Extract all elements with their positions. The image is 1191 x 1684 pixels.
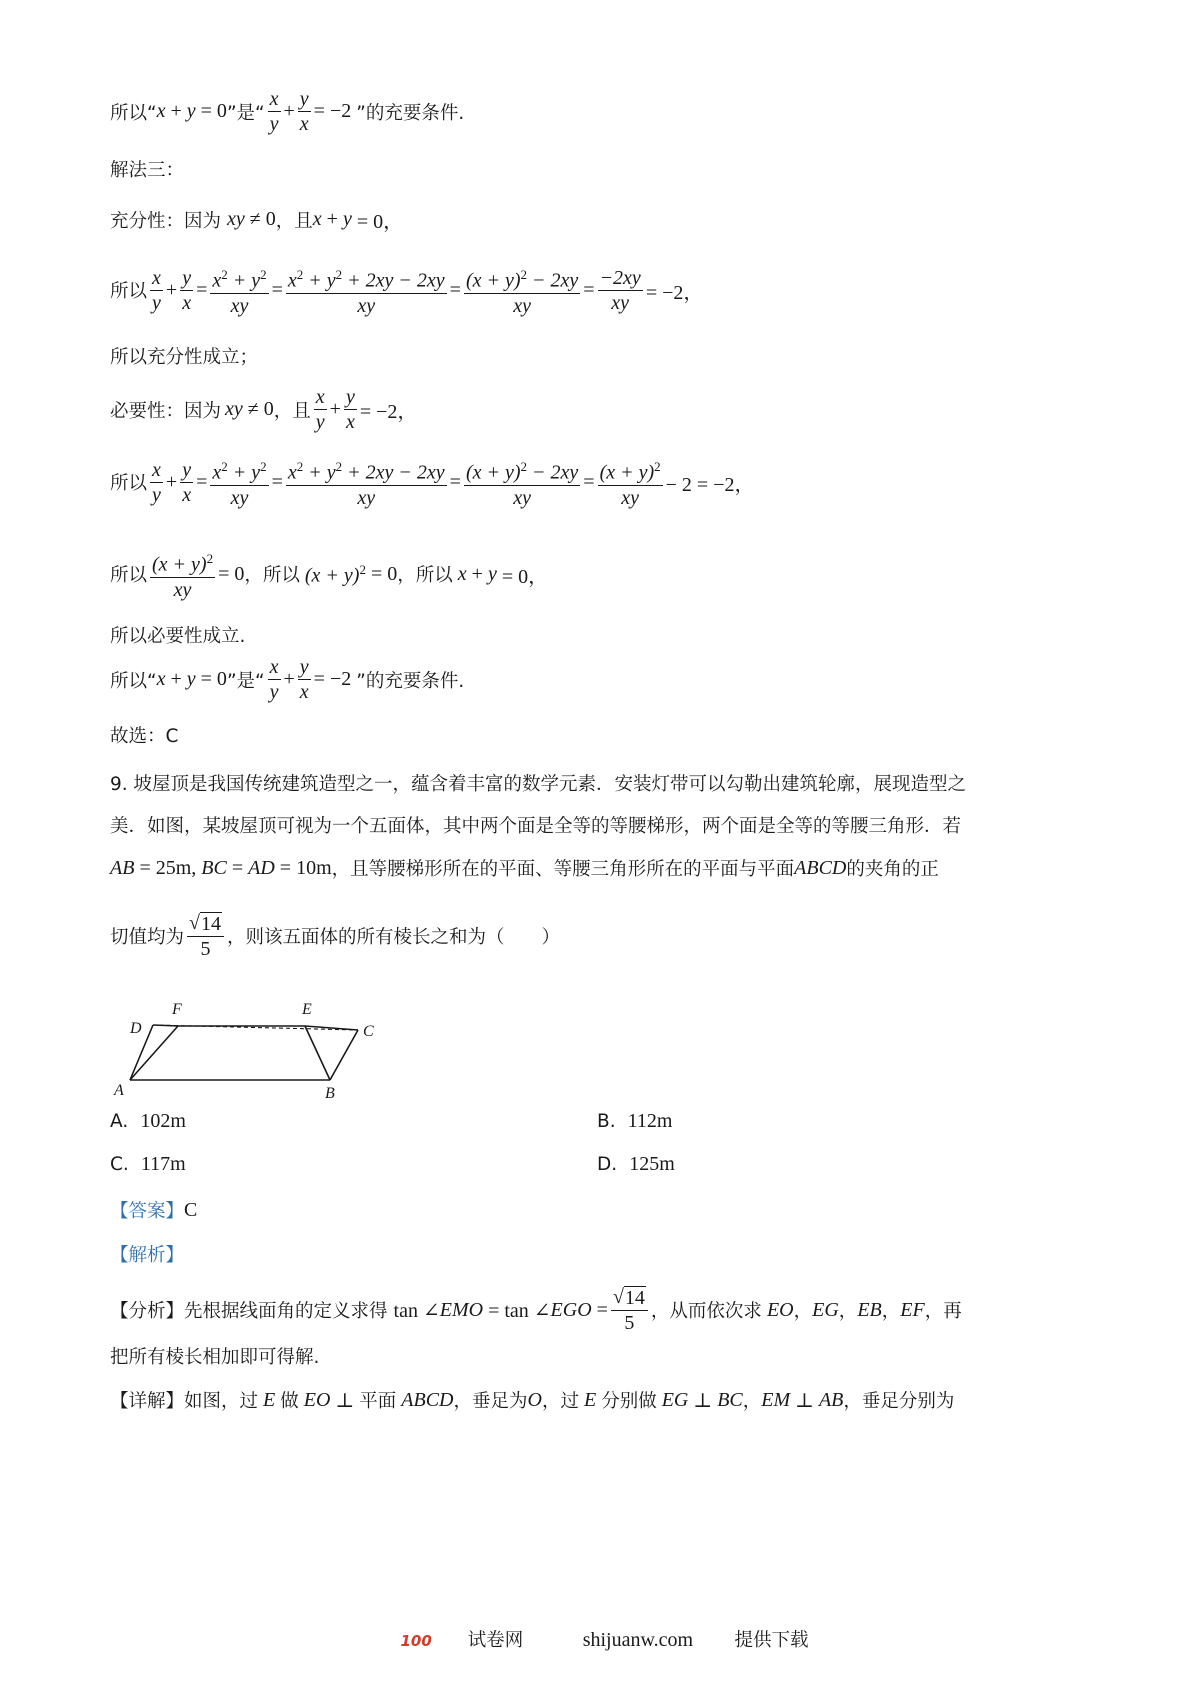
fraction: [464, 456, 580, 509]
text: ，垂足分别为: [843, 1391, 955, 1412]
text: AB: [110, 856, 135, 879]
text: EO: [761, 1298, 794, 1321]
sufficiency-holds: 所以充分性成立；: [110, 347, 259, 368]
text: = 0: [195, 100, 227, 122]
conclusion-line-1: [110, 88, 464, 135]
text: 所以: [110, 565, 148, 587]
text: +: [283, 668, 295, 690]
text: ，且: [275, 210, 313, 232]
text: +: [466, 562, 488, 585]
text: ，过: [541, 1391, 579, 1412]
num: y: [299, 656, 309, 678]
text: = −2，: [359, 401, 418, 423]
text: y: [487, 562, 497, 585]
text: O: [527, 1388, 542, 1411]
text: ，且: [273, 400, 311, 422]
text: 112m: [627, 1110, 673, 1132]
den: xy: [513, 294, 531, 317]
den: x: [299, 113, 309, 135]
label-e: E: [302, 1001, 312, 1018]
option-b[interactable]: [597, 1110, 673, 1133]
text: =: [449, 470, 461, 493]
text: = −2: [313, 100, 357, 122]
text: y: [186, 668, 196, 690]
text: = −2: [313, 668, 357, 690]
text: $(x + y)^2$: [299, 561, 366, 587]
detail-line: [110, 1387, 954, 1413]
text: = 0: [195, 668, 227, 690]
den: y: [269, 113, 279, 135]
necessity-line: [110, 386, 417, 433]
footer-brand: [382, 1631, 541, 1651]
derivation-line-1: [110, 264, 703, 317]
text: x: [312, 208, 322, 230]
text: B.: [597, 1111, 616, 1132]
sufficiency-line: [110, 205, 403, 234]
text: BC: [717, 1388, 743, 1411]
label-b: B: [325, 1085, 335, 1100]
text: 所以: [110, 281, 148, 303]
question-9-line-4: [110, 912, 560, 960]
derivation-line-3: [110, 548, 548, 601]
num: [611, 1286, 648, 1311]
text: E: [578, 1388, 602, 1411]
label-a: A: [114, 1082, 124, 1099]
text: ≠ 0: [244, 208, 276, 230]
text: ”的充要条件.: [356, 102, 465, 124]
fraction: [268, 88, 281, 135]
text: +: [283, 100, 295, 122]
text: = −2，: [645, 281, 704, 304]
num: $(x + y)^2 - 2xy$: [464, 456, 580, 486]
text: ”的充要条件.: [356, 670, 465, 692]
text: 先根据线面角的定义求得: [184, 1301, 388, 1322]
den: x: [182, 483, 192, 506]
den: x: [182, 291, 192, 314]
text: ，所以: [397, 565, 453, 587]
text: 所以“: [110, 102, 157, 124]
text: ，从而依次求: [650, 1301, 762, 1322]
answer-tag: 【答案】: [110, 1201, 185, 1222]
num: x: [269, 656, 279, 678]
text: ，垂足为: [453, 1391, 528, 1412]
text: = 25m,: [134, 856, 202, 879]
num: −2xy: [599, 266, 641, 289]
fraction: [180, 267, 193, 314]
label-f: F: [172, 1001, 182, 1018]
fraction: [298, 88, 311, 135]
text: ABCD: [396, 1388, 454, 1411]
text: +: [165, 668, 187, 690]
text: EGO: [550, 1298, 592, 1321]
num: [187, 912, 224, 937]
text: ⊥: [330, 1389, 360, 1412]
fraction: [286, 456, 447, 509]
text: EB: [857, 1298, 882, 1321]
fenxi-line-2: 把所有棱长相加即可得解.: [110, 1347, 320, 1368]
den: x: [299, 681, 309, 703]
fraction: [210, 264, 268, 317]
option-c[interactable]: [110, 1153, 186, 1176]
den: xy: [230, 294, 249, 317]
num: $(x + y)^2$: [598, 456, 663, 486]
text: EMO: [439, 1298, 484, 1321]
option-a[interactable]: [110, 1110, 186, 1133]
necessity-holds: 所以必要性成立.: [110, 626, 246, 647]
text: 102m: [140, 1110, 186, 1132]
fraction: [314, 386, 327, 433]
fraction: [598, 456, 663, 509]
text: 所以“: [110, 670, 157, 692]
fraction: [150, 548, 215, 601]
text: 【分析】: [110, 1301, 185, 1322]
text: = 0，: [496, 565, 549, 588]
num: $x^2 + y^2$: [210, 456, 268, 486]
text: ≠ 0: [242, 398, 274, 420]
text: 试卷网: [467, 1630, 524, 1651]
fraction: [298, 656, 311, 703]
text: C.: [110, 1154, 129, 1175]
text: ，再: [924, 1301, 962, 1322]
text: 做: [280, 1391, 299, 1412]
text: 平面: [359, 1391, 397, 1412]
fraction: [286, 264, 447, 317]
answer-line: [110, 1197, 197, 1223]
text: ，: [742, 1391, 762, 1412]
text: tan ∠: [393, 1299, 440, 1322]
fenxi-line-1: [110, 1286, 962, 1334]
text: +: [165, 100, 187, 122]
fraction: [268, 656, 281, 703]
text: +: [165, 470, 178, 493]
fraction: [611, 1286, 648, 1334]
text: ”是“: [226, 670, 265, 692]
text: = 0: [218, 562, 245, 585]
option-d[interactable]: [597, 1153, 675, 1176]
text: ⊥: [790, 1389, 819, 1412]
text: =: [449, 278, 461, 301]
num: x: [152, 266, 161, 289]
text: y: [186, 100, 196, 122]
den: xy: [513, 486, 531, 509]
fraction: [150, 459, 163, 506]
num: x: [152, 458, 161, 481]
text: 充分性：因为: [110, 210, 222, 232]
choice-line: 故选：C: [110, 726, 179, 747]
fraction: [187, 912, 224, 960]
text: ，则该五面体的所有棱长之和为（ ）: [227, 927, 561, 948]
derivation-line-2: [110, 456, 754, 509]
sqrt: √ 14: [189, 912, 221, 935]
text: − 2 = −2，: [665, 473, 755, 496]
fraction: [598, 267, 643, 314]
num: $(x + y)^2$: [150, 548, 215, 578]
radicand: 14: [201, 913, 221, 935]
text: ，所以: [244, 565, 300, 587]
text: ，: [881, 1301, 901, 1322]
text: E: [258, 1388, 281, 1411]
text: +: [321, 208, 343, 230]
text: +: [329, 398, 341, 420]
num: $x^2 + y^2 + 2xy - 2xy$: [286, 264, 447, 294]
text: ABCD: [794, 856, 847, 879]
text: 必要性：因为: [110, 400, 222, 422]
text: =: [196, 278, 208, 301]
conclusion-line-2: [110, 656, 464, 703]
pentahedron-figure: [110, 1000, 410, 1100]
footer-provide: 提供下载: [734, 1630, 809, 1651]
text: 所以: [110, 473, 148, 495]
text: BC: [201, 856, 227, 879]
den: xy: [611, 291, 630, 314]
text: ”是“: [226, 102, 265, 124]
question-9-line-3: [110, 855, 939, 881]
text: = tan ∠: [483, 1299, 551, 1322]
text: EM: [761, 1388, 791, 1411]
page-footer: [0, 1626, 1191, 1652]
den: y: [152, 483, 161, 506]
text: 分别做: [601, 1391, 657, 1412]
num: $x^2 + y^2 + 2xy - 2xy$: [286, 456, 447, 486]
text: ，且等腰梯形所在的平面、等腰三角形所在的平面与平面: [331, 859, 795, 880]
text: D.: [597, 1154, 618, 1175]
den: y: [315, 411, 325, 433]
den: 5: [624, 1312, 635, 1334]
text: A.: [110, 1111, 129, 1132]
text: 【详解】: [110, 1391, 185, 1412]
den: 5: [200, 938, 211, 960]
den: xy: [621, 486, 639, 509]
num: x: [269, 88, 279, 110]
text: = 10m: [274, 856, 332, 879]
text: ⊥: [688, 1389, 718, 1412]
label-c: C: [363, 1023, 374, 1040]
num: $x^2 + y^2$: [210, 264, 268, 294]
num: y: [345, 386, 355, 408]
text: EO: [298, 1388, 331, 1411]
text: = 0，: [351, 211, 404, 233]
sqrt: √ 14: [612, 1286, 645, 1309]
text: 如图，过: [184, 1391, 259, 1412]
text: =: [583, 278, 595, 301]
num: y: [182, 266, 192, 289]
den: xy: [173, 578, 192, 601]
answer-value: C: [184, 1198, 198, 1221]
analysis-tag: 【解析】: [110, 1245, 185, 1266]
question-9-line-1: 9. 坡屋顶是我国传统建筑造型之一，蕴含着丰富的数学元素．安装灯带可以勾勒出建筑轮廓，展现造型之: [110, 774, 967, 795]
den: xy: [357, 486, 376, 509]
text: =: [583, 470, 595, 493]
method-three-label: 解法三：: [110, 160, 185, 181]
text: +: [165, 278, 178, 301]
den: xy: [230, 486, 249, 509]
radicand: 14: [624, 1287, 645, 1309]
num: y: [299, 88, 309, 110]
fraction: [210, 456, 268, 509]
formula: x: [156, 100, 166, 122]
text: EG: [812, 1298, 839, 1321]
num: x: [315, 386, 325, 408]
footer-domain[interactable]: shijuanw.com: [582, 1629, 694, 1651]
text: =: [196, 470, 208, 493]
fraction: [344, 386, 357, 433]
den: xy: [357, 294, 376, 317]
text: =: [591, 1298, 608, 1321]
den: y: [152, 291, 161, 314]
den: x: [345, 411, 355, 433]
fraction: [150, 267, 163, 314]
text: 的夹角的正: [846, 859, 939, 880]
text: xy: [225, 398, 243, 420]
text: ，: [838, 1301, 858, 1322]
label-d: D: [130, 1020, 142, 1037]
text: 切值均为: [110, 927, 185, 948]
text: 117m: [140, 1153, 186, 1175]
text: AD: [248, 856, 275, 879]
fraction: [180, 459, 193, 506]
text: =: [271, 470, 283, 493]
text: ，: [793, 1301, 813, 1322]
den: y: [269, 681, 279, 703]
text: x: [452, 562, 467, 585]
num: $(x + y)^2 - 2xy$: [464, 264, 580, 294]
text: 125m: [629, 1153, 675, 1175]
question-9-line-2: 美．如图，某坡屋顶可视为一个五面体，其中两个面是全等的等腰梯形，两个面是全等的等腰三角形．若: [110, 816, 962, 837]
text: = 0: [365, 562, 398, 585]
text: AB: [818, 1388, 844, 1411]
num: y: [182, 458, 192, 481]
text: =: [226, 856, 249, 879]
brand-logo: 100: [400, 1632, 432, 1650]
text: xy: [227, 208, 245, 230]
fraction: [464, 264, 580, 317]
text: =: [271, 278, 283, 301]
text: EF: [900, 1298, 925, 1321]
text: x: [156, 668, 166, 690]
text: y: [342, 208, 352, 230]
text: EG: [656, 1388, 689, 1411]
